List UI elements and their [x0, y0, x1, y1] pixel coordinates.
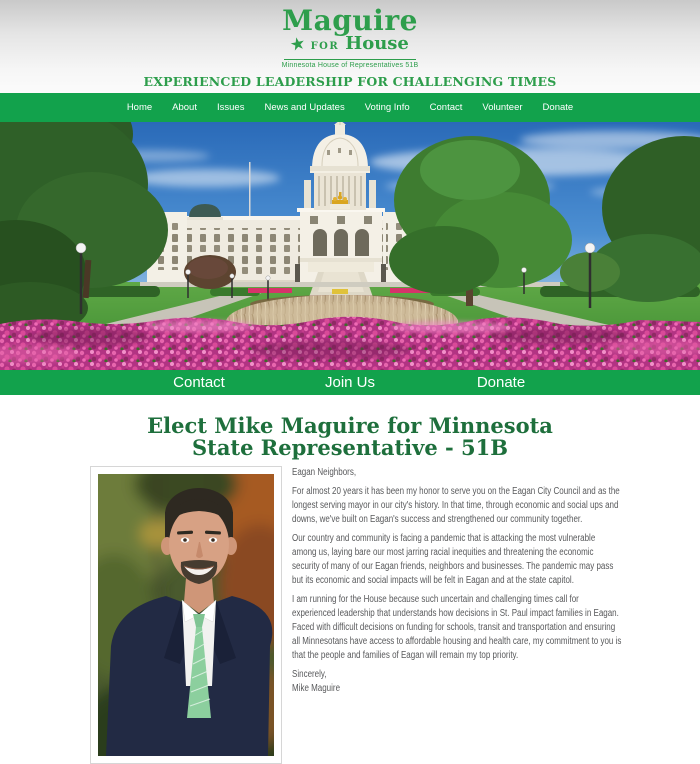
maroon-bush-highlight: [188, 257, 228, 279]
letter-closing-block: [292, 668, 622, 696]
candidate-photo: [90, 466, 282, 764]
yellow-flower-strip: [332, 289, 348, 294]
nav-item-volunteer[interactable]: Volunteer: [482, 102, 523, 113]
capitol-hero-image: [0, 122, 700, 370]
page-title-line1: Elect Mike Maguire for Minnesota: [147, 413, 553, 438]
nav-item-donate[interactable]: Donate: [542, 102, 574, 113]
logo-name: Maguire: [282, 4, 418, 37]
nav-item-voting-info[interactable]: Voting Info: [364, 102, 410, 113]
main-content: [0, 395, 700, 764]
site-header: [0, 0, 700, 93]
nav-item-about[interactable]: About: [172, 102, 197, 113]
nav-item-home[interactable]: Home: [126, 102, 153, 113]
letter-paragraph: For almost 20 years it has been my honor to serve you on the Eagan City Council and as the longest serving mayor in our city's history. In that time, through economic and social ups and downs, we've built on Eagan's success and strengthened our community together.: [292, 486, 620, 525]
star-icon: ★: [289, 33, 307, 55]
logo-for-label: FOR: [310, 41, 340, 52]
site-logo[interactable]: [0, 0, 700, 69]
campaign-tagline: EXPERIENCED LEADERSHIP FOR CHALLENGING TIMES: [143, 74, 557, 89]
logo-divider: [284, 59, 416, 60]
hero-banner: [0, 122, 700, 370]
cta-bar: [0, 370, 700, 395]
logo-office-label: House: [345, 33, 409, 54]
letter-column: [292, 466, 622, 696]
page-title-line2: State Representative - 51B: [191, 435, 509, 460]
logo-office-row: [0, 35, 700, 56]
letter-section: [90, 466, 700, 764]
main-nav: [0, 93, 700, 122]
letter-closing: Sincerely,: [292, 669, 327, 680]
letter-signature: Mike Maguire: [292, 683, 341, 694]
page-title: [0, 415, 700, 459]
cta-contact[interactable]: Contact: [173, 374, 225, 391]
cta-join-us[interactable]: Join Us: [324, 374, 376, 391]
letter-paragraph: I am running for the House because such uncertain and challenging times call for experienced leadership that understands how decisions in St. Paul impact families in Eagan. Faced with difficult decisions on funding for schools, transit and transportation and ensuring all Minnesotans have access to affordable housing and health care, my commitment to you is that the people and families of Eagan will remain my top priority.: [292, 594, 622, 661]
letter-paragraph: Our country and community is facing a pandemic that is attacking the most vulnerable among us, laying bare our most jarring racial inequities and threatening the economic security of many of our Eagan friends, neighbors and businesses. The pandemic may pass but its economic and social impacts will be felt in Eagan and at the state capitol.: [292, 533, 614, 586]
nav-item-contact[interactable]: Contact: [429, 102, 463, 113]
letter-body: [292, 466, 622, 696]
nav-item-news-and-updates[interactable]: News and Updates: [264, 102, 345, 113]
candidate-portrait-image: [98, 474, 274, 756]
red-flower-strip: [248, 288, 292, 293]
cta-donate[interactable]: Donate: [476, 374, 526, 391]
nav-item-issues[interactable]: Issues: [216, 102, 245, 113]
logo-subtitle: Minnesota House of Representatives 51B: [281, 62, 419, 69]
letter-salutation: Eagan Neighbors,: [292, 467, 357, 478]
